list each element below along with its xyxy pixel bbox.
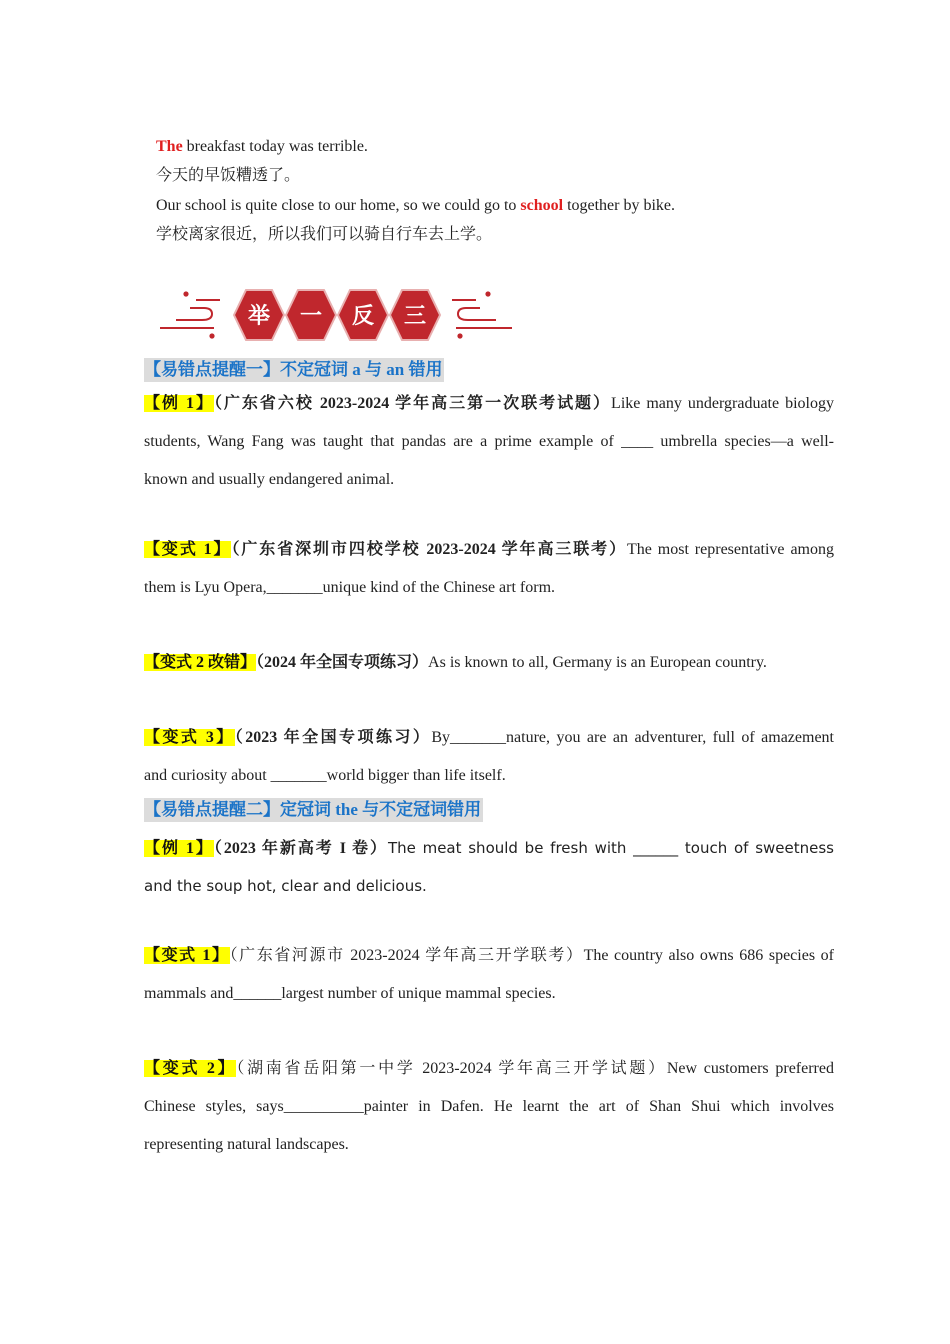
s2-variant-2-line-3: representing natural landscapes. bbox=[144, 1136, 349, 1153]
intro-line-4: 学校离家很近，所以我们可以骑自行车去上学。 bbox=[156, 226, 493, 243]
s2-example-1-line-2: and the soup hot, clear and delicious. bbox=[144, 877, 427, 895]
source-label: （广东省六校 2023-2024 学年高三第一次联考试题） bbox=[213, 395, 612, 412]
highlight-word: The bbox=[156, 138, 183, 155]
banner-hexagon-4 bbox=[390, 290, 440, 340]
s1-variant-1-line-2: them is Lyu Opera,_______unique kind of the Chinese art form. bbox=[144, 579, 556, 596]
variant-tag: 【变式 3】 bbox=[144, 729, 235, 746]
s2-example-1-line-1: 【例 1】（2023 年新高考 I 卷）The meat should be fresh with ______ touch of sweetness bbox=[144, 839, 834, 857]
section-1-title: 【易错点提醒一】不定冠词 a 与 an 错用 bbox=[144, 358, 444, 382]
variant-tag: 【变式 1】 bbox=[144, 947, 230, 964]
source-label: （2024 年全国专项练习） bbox=[256, 654, 429, 671]
example-tag: 【例 1】 bbox=[144, 395, 214, 412]
s1-example-1-line-3: known and usually endangered animal. bbox=[144, 471, 395, 488]
s1-variant-3-line-1: 【变式 3】（2023 年全国专项练习）By_______nature, you are an adventurer, full of amazement bbox=[144, 729, 834, 746]
banner-char-2: 一 bbox=[299, 304, 323, 329]
source-label: （2023 年全国专项练习） bbox=[234, 729, 432, 746]
s1-example-1-line-2: students, Wang Fang was taught that pandas are a prime example of ____ umbrella species—a well- bbox=[144, 433, 834, 450]
banner-graphic bbox=[156, 284, 516, 346]
banner-char-4: 三 bbox=[403, 304, 427, 329]
source-label: （广东省河源市 2023-2024 学年高三开学联考） bbox=[229, 947, 584, 964]
banner-char-3: 反 bbox=[351, 304, 375, 329]
variant-tag: 【变式 2】 bbox=[144, 1060, 237, 1077]
variant-tag: 【变式 2 改错】 bbox=[144, 654, 257, 671]
example-tag: 【例 1】 bbox=[144, 840, 214, 857]
banner-decoration-right bbox=[452, 292, 512, 337]
highlight-word: school bbox=[520, 197, 564, 214]
s2-variant-1-line-1: 【变式 1】（广东省河源市 2023-2024 学年高三开学联考）The country also owns 686 species of bbox=[144, 947, 834, 964]
s2-variant-2-line-2: Chinese styles, says__________painter in Dafen. He learnt the art of Shan Shui which involves bbox=[144, 1098, 834, 1115]
section-2-title: 【易错点提醒二】定冠词 the 与不定冠词错用 bbox=[144, 798, 483, 822]
banner-char-1: 举 bbox=[247, 304, 271, 329]
s1-variant-1-line-1: 【变式 1】（广东省深圳市四校学校 2023-2024 学年高三联考）The most representative among bbox=[144, 541, 834, 558]
s1-variant-3-line-2: and curiosity about _______world bigger than life itself. bbox=[144, 767, 506, 784]
s2-variant-1-line-2: mammals and______largest number of unique mammal species. bbox=[144, 985, 556, 1002]
banner-hexagon-3 bbox=[338, 290, 388, 340]
source-label: （湖南省岳阳第一中学 2023-2024 学年高三开学试题） bbox=[236, 1060, 667, 1077]
s1-example-1-line-1: 【例 1】（广东省六校 2023-2024 学年高三第一次联考试题）Like many undergraduate biology bbox=[144, 395, 834, 412]
banner-hexagon-2 bbox=[286, 290, 336, 340]
s2-variant-2-line-1: 【变式 2】（湖南省岳阳第一中学 2023-2024 学年高三开学试题）New customers preferred bbox=[144, 1060, 834, 1077]
intro-line-3: Our school is quite close to our home, so we could go to school together by bike. bbox=[156, 197, 676, 214]
variant-tag: 【变式 1】 bbox=[144, 541, 232, 558]
source-label: （广东省深圳市四校学校 2023-2024 学年高三联考） bbox=[231, 541, 627, 558]
intro-line-1: The breakfast today was terrible. bbox=[156, 138, 368, 155]
banner-decoration-left bbox=[160, 292, 220, 337]
intro-line-2: 今天的早饭糟透了。 bbox=[156, 167, 301, 184]
banner-hexagon-1 bbox=[234, 290, 284, 340]
s1-variant-2-line-1: 【变式 2 改错】（2024 年全国专项练习）As is known to all, Germany is an European country. bbox=[144, 654, 767, 671]
source-label: （2023 年新高考 I 卷） bbox=[213, 840, 388, 857]
